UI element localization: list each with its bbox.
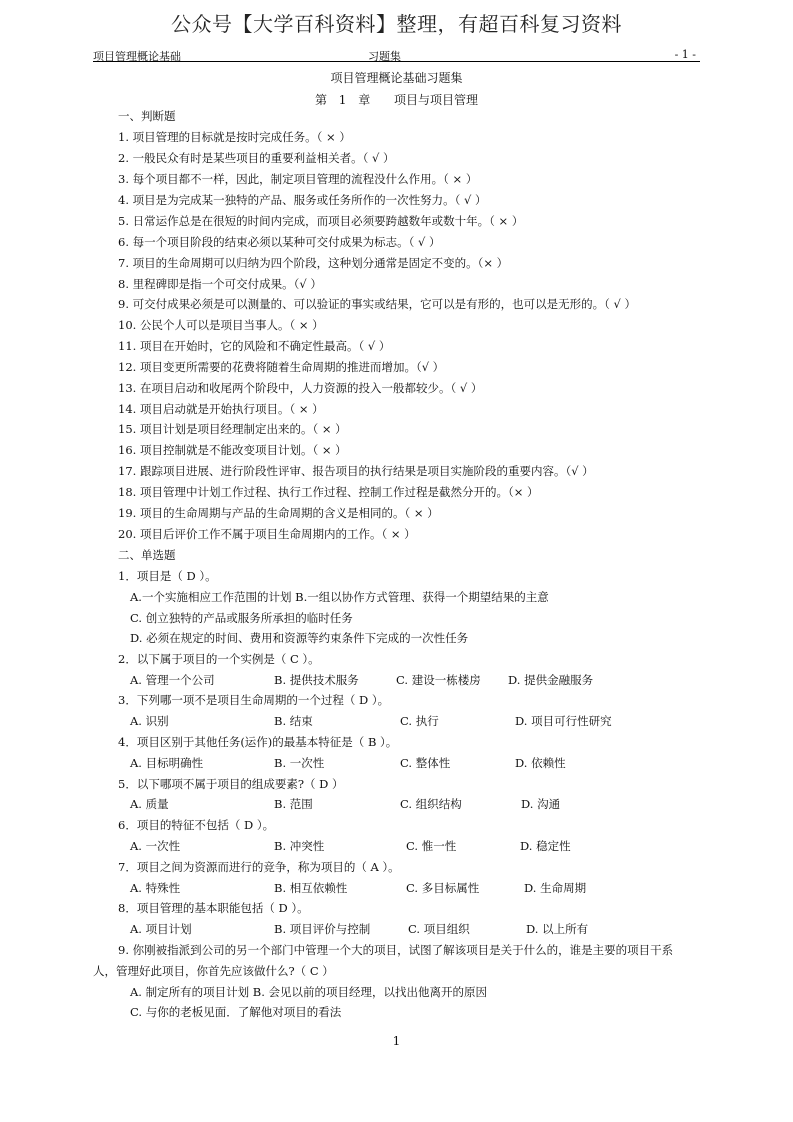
question-option: C. 与你的老板见面．了解他对项目的看法 <box>130 1005 342 1019</box>
option-c: C. 整体性 <box>400 756 451 770</box>
question-stem: 9. 你刚被指派到公司的另一个部门中管理一个大的项目，试图了解该项目是关于什么的，谁是主要的项目干系 <box>118 943 674 957</box>
option-b: B. 提供技术服务 <box>274 673 359 687</box>
question-stem: 6．项目的特征不包括（ D ）。 <box>118 818 275 832</box>
option-c: C. 多目标属性 <box>406 881 480 895</box>
running-header-center: 习题集 <box>368 50 401 63</box>
judge-item: 6. 每一个项目阶段的结束必须以某种可交付成果为标志。（ √ ） <box>118 235 441 249</box>
option-b: B. 一次性 <box>274 756 325 770</box>
question-options-row <box>130 755 566 771</box>
judge-item: 19. 项目的生命周期与产品的生命周期的含义是相同的。（ × ） <box>118 506 439 520</box>
question-option: A.一个实施相应工作范围的计划 B.一组以协作方式管理、获得一个期望结果的主意 <box>130 590 549 604</box>
question-stem: 4．项目区别于其他任务(运作)的最基本特征是（ B ）。 <box>118 735 398 749</box>
question-options-row <box>130 796 560 812</box>
option-d: D. 稳定性 <box>520 839 571 853</box>
option-d: D. 依赖性 <box>515 756 566 770</box>
option-a: A. 项目计划 <box>130 922 192 936</box>
option-d: D. 以上所有 <box>526 922 589 936</box>
question-stem: 5．以下哪项不属于项目的组成要素?（ D ） <box>118 777 344 791</box>
judge-item: 7. 项目的生命周期可以归纳为四个阶段，这种划分通常是固定不变的。（× ） <box>118 256 509 270</box>
question-options-row <box>130 713 612 729</box>
question-stem: 1．项目是（ D ）。 <box>118 569 217 583</box>
judge-item: 1. 项目管理的目标就是按时完成任务。（ × ） <box>118 130 351 144</box>
option-b: B. 冲突性 <box>274 839 325 853</box>
option-a: A. 质量 <box>130 797 169 811</box>
option-c: C. 项目组织 <box>408 922 470 936</box>
judge-item: 2. 一般民众有时是某些项目的重要利益相关者。（ √ ） <box>118 151 395 165</box>
judge-item: 8. 里程碑即是指一个可交付成果。（√ ） <box>118 277 322 291</box>
judge-item: 16. 项目控制就是不能改变项目计划。（ × ） <box>118 443 347 457</box>
question-options-row <box>130 672 593 688</box>
option-b: B. 项目评价与控制 <box>274 922 371 936</box>
option-b: B. 范围 <box>274 797 313 811</box>
question-options-row <box>130 838 571 854</box>
question-option: D. 必须在规定的时间、费用和资源等约束条件下完成的一次性任务 <box>130 631 469 645</box>
section-heading-judge: 一、判断题 <box>118 109 176 123</box>
running-header-left: 项目管理概论基础 <box>93 50 181 63</box>
option-c: C. 建设一栋楼房 <box>396 673 481 687</box>
question-stem: 8．项目管理的基本职能包括（ D ）。 <box>118 901 309 915</box>
question-option: A. 制定所有的项目计划 B. 会见以前的项目经理，以找出他离开的原因 <box>130 985 488 999</box>
question-options-row <box>130 880 586 896</box>
option-a: A. 特殊性 <box>130 881 181 895</box>
judge-item: 14. 项目启动就是开始执行项目。（ × ） <box>118 402 324 416</box>
option-a: A. 目标明确性 <box>130 756 204 770</box>
chapter-title: 第 1 章 项目与项目管理 <box>314 93 479 107</box>
option-b: B. 相互依赖性 <box>274 881 348 895</box>
option-a: A. 识别 <box>130 714 169 728</box>
judge-item: 10. 公民个人可以是项目当事人。（ × ） <box>118 318 324 332</box>
running-header <box>93 48 700 62</box>
option-d: D. 生命周期 <box>524 881 587 895</box>
judge-item: 5. 日常运作总是在很短的时间内完成，而项目必须要跨越数年或数十年。（ × ） <box>118 214 524 228</box>
question-options-row <box>130 921 588 937</box>
judge-item: 17. 跟踪项目进展、进行阶段性评审、报告项目的执行结果是项目实施阶段的重要内容。（√ ） <box>118 464 594 478</box>
option-d: D. 项目可行性研究 <box>515 714 612 728</box>
watermark-banner: 公众号【大学百科资料】整理，有超百科复习资料 <box>171 12 622 36</box>
judge-item: 18. 项目管理中计划工作过程、执行工作过程、控制工作过程是截然分开的。（× ） <box>118 485 539 499</box>
judge-item: 9. 可交付成果必须是可以测量的、可以验证的事实或结果，它可以是有形的，也可以是无形的。（ √ ） <box>118 297 637 311</box>
option-c: C. 组织结构 <box>400 797 462 811</box>
page-number: 1 <box>392 1034 401 1048</box>
option-d: D. 提供金融服务 <box>508 673 594 687</box>
question-stem: 2．以下属于项目的一个实例是（ C ）。 <box>118 652 320 666</box>
judge-item: 4. 项目是为完成某一独特的产品、服务或任务所作的一次性努力。（ √ ） <box>118 193 487 207</box>
judge-item: 20. 项目后评价工作不属于项目生命周期内的工作。（ × ） <box>118 527 416 541</box>
question-stem: 3．下列哪一项不是项目生命周期的一个过程（ D ）。 <box>118 693 390 707</box>
section-heading-single: 二、单选题 <box>118 548 176 562</box>
header-rule <box>93 61 700 62</box>
option-c: C. 执行 <box>400 714 439 728</box>
judge-item: 12. 项目变更所需要的花费将随着生命周期的推进而增加。（√ ） <box>118 360 445 374</box>
document-title: 项目管理概论基础习题集 <box>330 71 463 85</box>
judge-item: 11. 项目在开始时，它的风险和不确定性最高。（ √ ） <box>118 339 391 353</box>
question-stem: 7．项目之间为资源而进行的竞争，称为项目的（ A ）。 <box>118 860 400 874</box>
question-option: C. 创立独特的产品或服务所承担的临时任务 <box>130 611 353 625</box>
option-a: A. 管理一个公司 <box>130 673 215 687</box>
option-b: B. 结束 <box>274 714 313 728</box>
judge-item: 13. 在项目启动和收尾两个阶段中，人力资源的投入一般都较少。（ √ ） <box>118 381 483 395</box>
question-stem-continued: 人，管理好此项目，你首先应该做什么?（ C ） <box>93 964 334 978</box>
option-a: A. 一次性 <box>130 839 181 853</box>
judge-item: 15. 项目计划是项目经理制定出来的。（ × ） <box>118 422 347 436</box>
running-header-page: - 1 - <box>674 48 696 61</box>
option-d: D. 沟通 <box>521 797 561 811</box>
judge-item: 3. 每个项目都不一样，因此，制定项目管理的流程没什么作用。（ × ） <box>118 172 478 186</box>
option-c: C. 惟一性 <box>406 839 457 853</box>
